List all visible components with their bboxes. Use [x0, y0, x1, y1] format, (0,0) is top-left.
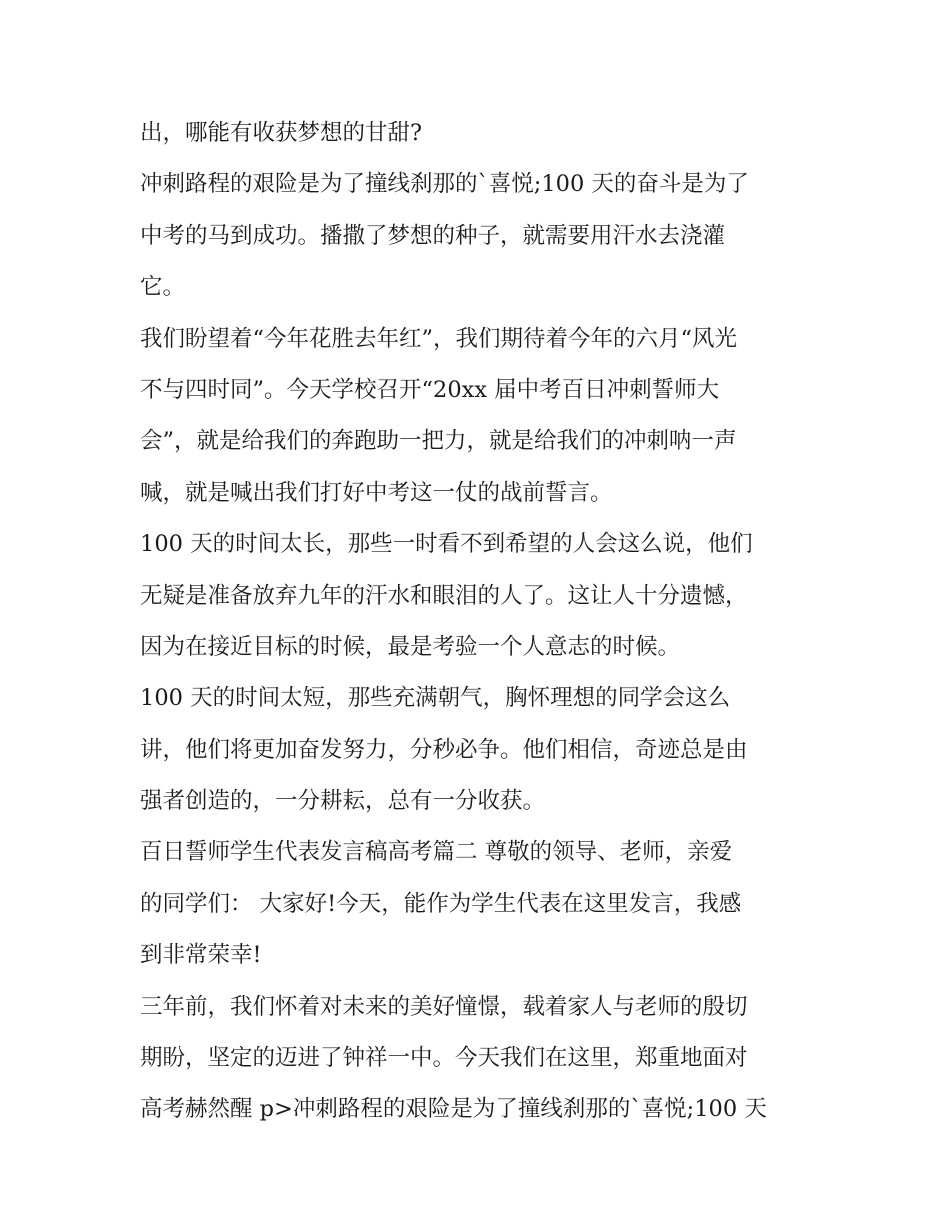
- document-body: [140, 108, 820, 1136]
- text-line-16: 的同学们： 大家好!今天，能作为学生代表在这里发言，我感: [140, 890, 742, 917]
- text-line-13: 讲，他们将更加奋发努力，分秒必争。他们相信，奇迹总是由: [140, 736, 748, 763]
- text-line-2: 冲刺路程的艰险是为了撞线刹那的`喜悦;100 天的奋斗是为了: [140, 171, 749, 198]
- text-line-20: 高考赫然醒 p>冲刺路程的艰险是为了撞线刹那的`喜悦;100 天: [140, 1096, 767, 1123]
- text-line-6: 不与四时同”。今天学校召开“20xx 届中考百日冲刺誓师大: [140, 376, 720, 403]
- text-line-19: 期盼，坚定的迈进了钟祥一中。今天我们在这里，郑重地面对: [140, 1045, 748, 1072]
- text-line-14: 强者创造的，一分耕耘，总有一分收获。: [140, 788, 546, 815]
- text-line-5: 我们盼望着“今年花胜去年红”，我们期待着今年的六月“风光: [140, 325, 738, 352]
- text-line-3: 中考的马到成功。播撒了梦想的种子，就需要用汗水去浇灌: [140, 222, 726, 249]
- text-line-9: 100 天的时间太长，那些一时看不到希望的人会这么说，他们: [140, 531, 753, 558]
- text-line-7: 会”，就是给我们的奔跑助一把力，就是给我们的冲刺呐一声: [140, 428, 737, 455]
- text-line-10: 无疑是准备放弃九年的汗水和眼泪的人了。这让人十分遗憾，: [140, 582, 748, 609]
- text-line-15: 百日誓师学生代表发言稿高考篇二 尊敬的领导、老师，亲爱: [140, 839, 733, 866]
- text-line-8: 喊，就是喊出我们打好中考这一仗的战前誓言。: [140, 479, 613, 506]
- text-line-18: 三年前，我们怀着对未来的美好憧憬，载着家人与老师的殷切: [140, 993, 748, 1020]
- text-line-1: 出，哪能有收获梦想的甘甜?: [140, 120, 423, 146]
- text-line-4: 它。: [140, 274, 186, 301]
- text-line-12: 100 天的时间太短，那些充满朝气，胸怀理想的同学会这么: [140, 685, 731, 712]
- text-line-17: 到非常荣幸!: [140, 942, 262, 969]
- text-line-11: 因为在接近目标的时候，最是考验一个人意志的时候。: [140, 633, 681, 660]
